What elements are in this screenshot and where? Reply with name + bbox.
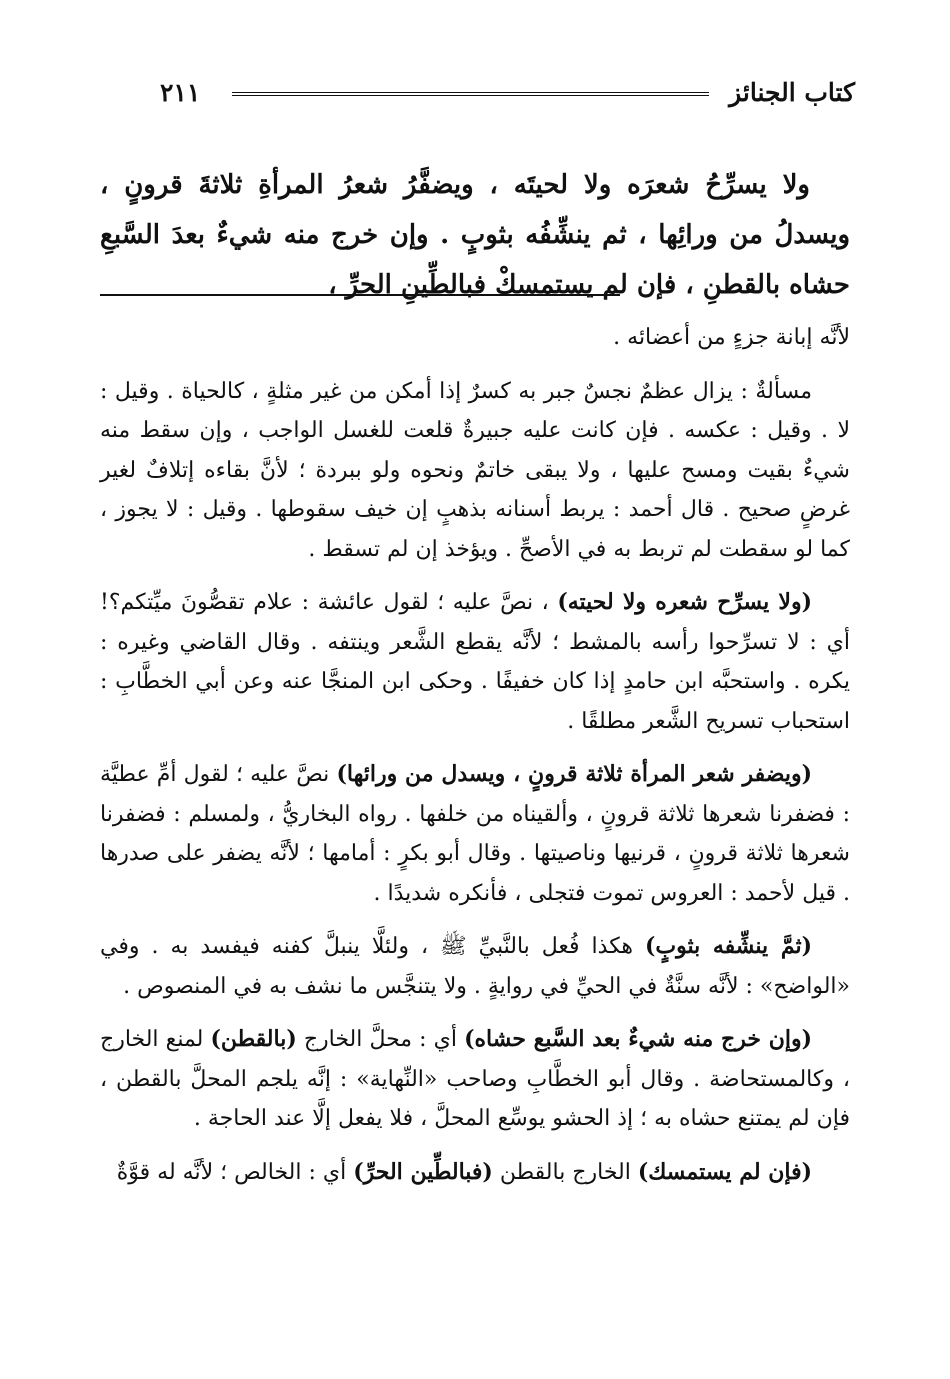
commentary-text: الخارج بالقطن — [499, 1159, 631, 1185]
commentary-paragraph-6 — [100, 1020, 850, 1139]
commentary-paragraph-2: مسألةٌ : يزال عظمٌ نجسٌ جبر به كسرٌ إذا أمكن من غير مثلةٍ ، كالحياة . وقيل : لا . وقيل : عكسه . فإن كانت عليه جبيرةٌ قلعت للغسل الواجب ، وإن سقط منه شيءٌ بقيت ومسح عليها ، ولا يبقى خاتمٌ ونحوه ولو ببردة ؛ لأنَّ بقاءه إتلافٌ لغير غرضٍ صحيح . قال أحمد : يربط أسنانه بذهبٍ إن خيف سقوطها . وقيل : لا يجوز ، كما لو سقطت لم تربط به في الأصحِّ . ويؤخذ إن لم تسقط . — [100, 378, 850, 562]
commentary-text: نصَّ عليه ؛ لقول أمِّ عطيَّة : فضفرنا شعرها ثلاثة قرونٍ ، وألقيناه من خلفها . رواه البخاريُّ ، ولمسلم : فضفرنا شعرها ثلاثة قرونٍ ، قرنيها وناصيتها . وقال أبو بكرٍ : أمامها ؛ لأنَّه يضفر على صدرها . قيل لأحمد : العروس تموت فتجلى ، فأنكره شديدًا . — [100, 762, 850, 906]
chapter-title: كتاب الجنائز — [729, 77, 855, 107]
commentary-text: ، نصَّ عليه ؛ لقول عائشة : علام تقصُّونَ ميِّتكم؟! أي : لا تسرِّحوا رأسه بالمشط ؛ لأنَّه يقطع الشَّعر وينتفه . وقال القاضي وغيره : يكره . واستحبَّه ابن حامدٍ إذا كان خفيفًا . وحكى ابن المنجَّا عنه وعن أبي الخطَّابِ : استحباب تسريح الشَّعر مطلقًا . — [100, 590, 850, 734]
commentary-paragraph-1: لأنَّه إبانة جزءٍ من أعضائه . — [613, 325, 850, 350]
quoted-matn: (فإن لم يستمسك) — [637, 1158, 812, 1185]
commentary-text: أي : محلَّ الخارج — [303, 1027, 457, 1052]
commentary-text: لمنع الخارج ، وكالمستحاضة . وقال أبو الخطَّابِ وصاحب «النِّهاية» : إنَّه يلجم المحلَّ بالقطن ، فإن لم يمتنع حشاه به ؛ إذ الحشو يوسِّع المحلَّ ، فلا يفعل إلَّا عند الحاجة . — [100, 1027, 850, 1131]
page-header — [160, 70, 855, 114]
commentary-text: أي : الخالص ؛ لأنَّه له قوَّةٌ — [116, 1159, 347, 1185]
header-rule — [232, 92, 709, 96]
commentary-paragraph-5 — [100, 927, 850, 1006]
commentary-block — [100, 318, 850, 1206]
commentary-paragraph-4 — [100, 755, 850, 913]
page-number: ٢١١ — [160, 77, 201, 107]
commentary-paragraph-7 — [100, 1153, 850, 1193]
commentary-text: هكذا فُعل بالنَّبيِّ ﷺ ، ولئلَّا ينبلَّ كفنه فيفسد به . وفي «الواضح» : لأنَّه سنَّةٌ في الحيِّ في روايةٍ . ولا يتنجَّس ما نشف به في المنصوص . — [100, 934, 850, 999]
quoted-matn: (ويضفر شعر المرأة ثلاثة قرونٍ ، ويسدل من ورائها) — [336, 761, 812, 787]
matn-text-block — [100, 160, 850, 310]
quoted-matn: (ولا يسرِّح شعره ولا لحيته) — [557, 589, 813, 615]
commentary-paragraph-3 — [100, 583, 850, 741]
quoted-matn: (فبالطِّين الحرِّ) — [353, 1158, 493, 1185]
quoted-matn: (بالقطن) — [210, 1026, 297, 1052]
quoted-matn: (وإن خرج منه شيءٌ بعد السَّبع حشاه) — [464, 1026, 812, 1052]
quoted-matn: (ثمَّ ينشِّفه بثوبٍ) — [644, 933, 812, 959]
matn-paragraph: ولا يسرِّحُ شعرَه ولا لحيتَه ، ويضفَّرُ شعرُ المرأةِ ثلاثةَ قرونٍ ، ويسدلُ من ورائِها ، ثم ينشِّفُه بثوبٍ . وإن خرج منه شيءٌ بعدَ السَّبعِ حشاه بالقطنِ ، فإن لم يستمسكْ فبالطِّينِ الحرِّ ، — [100, 170, 850, 300]
matn-divider — [100, 294, 620, 296]
